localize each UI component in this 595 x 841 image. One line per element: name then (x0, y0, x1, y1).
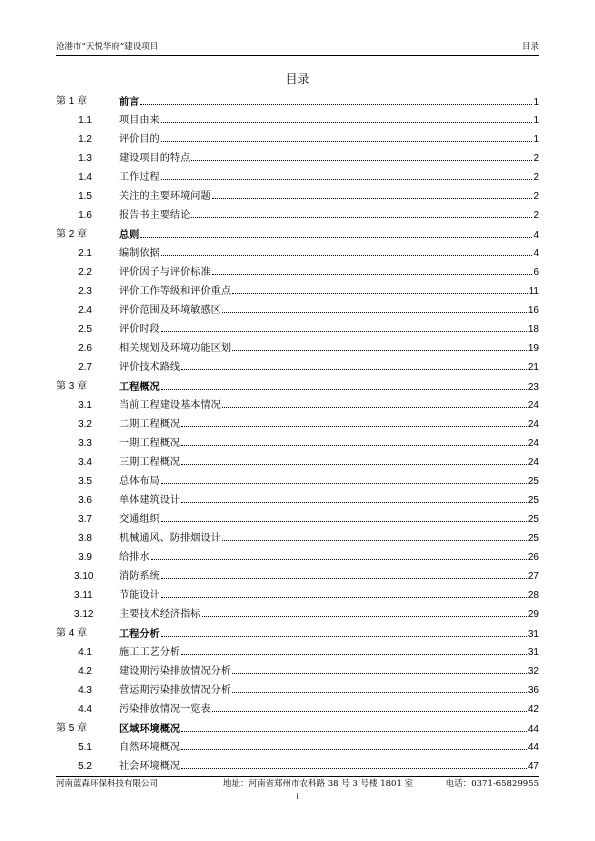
toc-dot-leader (181, 464, 527, 465)
toc-entry-title: 评价时段 (119, 324, 160, 335)
toc-section-entry[interactable] (56, 568, 539, 587)
toc-entry-title: 施工工艺分析 (119, 647, 181, 658)
toc-section-entry[interactable] (56, 549, 539, 568)
toc-entry-number: 2.4 (78, 305, 92, 316)
toc-entry-page-number: 31 (527, 647, 539, 658)
toc-entry-title: 关注的主要环境问题 (119, 191, 211, 202)
toc-section-entry[interactable] (56, 169, 539, 188)
toc-section-entry[interactable] (56, 112, 539, 131)
toc-entry-number: 1.3 (78, 153, 92, 164)
toc-entry-line (119, 323, 539, 337)
toc-entry-number: 5.2 (78, 761, 92, 772)
toc-entry-page-number: 6 (533, 267, 539, 278)
toc-entry-number: 4.2 (78, 666, 92, 677)
toc-entry-page-number: 11 (528, 286, 539, 297)
toc-entry-number: 3.3 (78, 438, 92, 449)
toc-dot-leader (161, 521, 527, 522)
toc-entry-line (119, 247, 539, 261)
toc-section-entry[interactable] (56, 435, 539, 454)
toc-entry-number: 3.10 (74, 571, 94, 582)
toc-entry-line (119, 551, 539, 565)
header-section-name: 目录 (521, 42, 539, 52)
toc-entry-page-number: 44 (527, 724, 539, 735)
toc-section-entry[interactable] (56, 511, 539, 530)
toc-dot-leader (181, 654, 527, 655)
toc-chapter-entry[interactable] (56, 226, 539, 245)
toc-entry-title: 相关规划及环境功能区划 (119, 343, 232, 354)
toc-entry-number: 4.4 (78, 704, 92, 715)
toc-section-entry[interactable] (56, 701, 539, 720)
toc-entry-title: 一期工程概况 (119, 438, 181, 449)
toc-entry-line (119, 114, 539, 128)
toc-entry-line (119, 513, 539, 527)
toc-entry-page-number: 47 (527, 761, 539, 772)
toc-entry-number: 3.6 (78, 495, 92, 506)
toc-entry-line (119, 608, 539, 622)
toc-dot-leader (161, 255, 533, 256)
toc-entry-page-number: 21 (527, 362, 539, 373)
toc-dot-leader (181, 445, 527, 446)
toc-entry-title: 前言 (119, 96, 140, 108)
toc-dot-leader (222, 540, 527, 541)
toc-entry-title: 给排水 (119, 552, 150, 563)
toc-entry-page-number: 24 (527, 400, 539, 411)
toc-entry-number: 2.7 (78, 362, 92, 373)
toc-entry-page-number: 25 (527, 533, 539, 544)
toc-entry-number: 第 4 章 (56, 628, 88, 639)
toc-entry-title: 交通组织 (119, 514, 160, 525)
toc-dot-leader (181, 731, 527, 732)
toc-title: 目录 (285, 72, 310, 86)
toc-section-entry[interactable] (56, 416, 539, 435)
toc-entry-page-number: 4 (533, 248, 539, 259)
toc-section-entry[interactable] (56, 188, 539, 207)
toc-entry-line (119, 475, 539, 489)
toc-entry-title: 建设项目的特点 (119, 153, 191, 164)
toc-entry-line (119, 703, 539, 717)
toc-entry-title: 主要技术经济指标 (119, 609, 201, 620)
toc-entry-page-number: 32 (527, 666, 539, 677)
toc-entry-page-number: 1 (533, 97, 539, 108)
toc-section-entry[interactable] (56, 150, 539, 169)
toc-entry-number: 5.1 (78, 742, 92, 753)
toc-entry-number: 3.8 (78, 533, 92, 544)
toc-entry-page-number: 2 (533, 210, 539, 221)
toc-entry-line (119, 646, 539, 660)
toc-entry-line (119, 741, 539, 755)
toc-entry-page-number: 1 (533, 115, 539, 126)
toc-entry-title: 节能设计 (119, 590, 160, 601)
toc-entry-number: 3.7 (78, 514, 92, 525)
toc-entry-line (119, 456, 539, 470)
toc-entry-title: 评价目的 (119, 134, 160, 145)
toc-section-entry[interactable] (56, 207, 539, 226)
toc-entry-page-number: 26 (527, 552, 539, 563)
toc-entry-title: 评价范围及环境敏感区 (119, 305, 221, 316)
toc-entry-number: 3.9 (78, 552, 92, 563)
toc-entry-page-number: 2 (533, 153, 539, 164)
toc-entry-title: 消防系统 (119, 571, 160, 582)
toc-dot-leader (161, 331, 527, 332)
toc-section-entry[interactable] (56, 530, 539, 549)
toc-entry-page-number: 16 (527, 305, 539, 316)
toc-entry-number: 3.1 (78, 400, 92, 411)
toc-section-entry[interactable] (56, 587, 539, 606)
table-of-contents (56, 93, 539, 777)
toc-entry-line (119, 532, 539, 546)
toc-dot-leader (181, 749, 527, 750)
footer-company: 河南蓝森环保科技有限公司 (56, 779, 159, 789)
toc-section-entry[interactable] (56, 340, 539, 359)
toc-entry-number: 2.1 (78, 248, 92, 259)
toc-dot-leader (222, 312, 527, 313)
toc-entry-page-number: 19 (527, 343, 539, 354)
toc-entry-title: 评价工作等级和评价重点 (119, 286, 232, 297)
toc-chapter-entry[interactable] (56, 720, 539, 739)
toc-entry-title: 社会环境概况 (119, 761, 181, 772)
toc-entry-page-number: 25 (527, 514, 539, 525)
toc-section-entry[interactable] (56, 644, 539, 663)
toc-entry-number: 2.6 (78, 343, 92, 354)
toc-entry-line (119, 171, 539, 185)
toc-entry-page-number: 24 (527, 438, 539, 449)
toc-section-entry[interactable] (56, 397, 539, 416)
toc-entry-number: 1.4 (78, 172, 92, 183)
toc-entry-number: 4.1 (78, 647, 92, 658)
toc-chapter-entry[interactable] (56, 93, 539, 112)
toc-entry-line (119, 342, 539, 356)
toc-entry-title: 评价技术路线 (119, 362, 181, 373)
toc-section-entry[interactable] (56, 359, 539, 378)
toc-section-entry[interactable] (56, 739, 539, 758)
toc-dot-leader (181, 426, 527, 427)
toc-entry-number: 2.5 (78, 324, 92, 335)
toc-entry-title: 三期工程概况 (119, 457, 181, 468)
toc-entry-title: 建设期污染排放情况分析 (119, 666, 232, 677)
toc-entry-page-number: 2 (533, 191, 539, 202)
toc-entry-title: 区域环境概况 (119, 723, 181, 735)
toc-entry-page-number: 1 (533, 134, 539, 145)
footer-address: 地址：河南省郑州市农科路 38 号 3 号楼 1801 室 (223, 779, 414, 789)
toc-section-entry[interactable] (56, 245, 539, 264)
toc-dot-leader (232, 293, 528, 294)
toc-entry-title: 机械通风、防排烟设计 (119, 533, 221, 544)
toc-entry-number: 第 3 章 (56, 381, 88, 392)
toc-entry-title: 工程概况 (119, 381, 160, 393)
toc-entry-title: 单体建筑设计 (119, 495, 181, 506)
toc-dot-leader (181, 502, 527, 503)
toc-entry-line (119, 95, 539, 110)
toc-dot-leader (232, 673, 527, 674)
toc-dot-leader (181, 768, 527, 769)
footer-phone: 电话：0371-65829955 (445, 779, 539, 789)
toc-entry-page-number: 23 (527, 382, 539, 393)
page-footer (56, 776, 539, 799)
toc-entry-number: 4.3 (78, 685, 92, 696)
toc-dot-leader (212, 274, 533, 275)
toc-entry-line (119, 665, 539, 679)
toc-dot-leader (140, 237, 532, 238)
toc-section-entry[interactable] (56, 264, 539, 283)
toc-entry-title: 工作过程 (119, 172, 160, 183)
toc-entry-page-number: 36 (527, 685, 539, 696)
toc-entry-page-number: 29 (527, 609, 539, 620)
toc-entry-number: 1.1 (78, 115, 92, 126)
toc-section-entry[interactable] (56, 454, 539, 473)
toc-entry-title: 自然环境概况 (119, 742, 181, 753)
toc-dot-leader (161, 578, 527, 579)
toc-entry-line (119, 285, 539, 299)
toc-entry-page-number: 24 (527, 419, 539, 430)
toc-dot-leader (161, 122, 533, 123)
toc-dot-leader (212, 198, 533, 199)
page-header (56, 41, 539, 56)
toc-entry-line (119, 266, 539, 280)
toc-entry-number: 1.6 (78, 210, 92, 221)
toc-entry-page-number: 4 (533, 230, 539, 241)
header-project-name: 沧港市“天悦华府”建设项目 (56, 42, 159, 52)
toc-entry-title: 污染排放情况一览表 (119, 704, 211, 715)
toc-entry-line (119, 437, 539, 451)
toc-entry-line (119, 399, 539, 413)
toc-entry-page-number: 28 (527, 590, 539, 601)
toc-entry-title: 总则 (119, 229, 140, 241)
toc-entry-line (119, 190, 539, 204)
toc-dot-leader (161, 179, 533, 180)
toc-dot-leader (222, 407, 527, 408)
toc-entry-number: 2.3 (78, 286, 92, 297)
toc-dot-leader (181, 369, 527, 370)
toc-section-entry[interactable] (56, 302, 539, 321)
toc-entry-title: 总体布局 (119, 476, 160, 487)
toc-entry-page-number: 27 (527, 571, 539, 582)
toc-chapter-entry[interactable] (56, 378, 539, 397)
toc-entry-line (119, 209, 539, 223)
toc-entry-page-number: 42 (527, 704, 539, 715)
toc-entry-line (119, 304, 539, 318)
toc-entry-title: 项目由来 (119, 115, 160, 126)
toc-entry-number: 3.11 (74, 590, 93, 601)
toc-entry-page-number: 25 (527, 495, 539, 506)
toc-entry-page-number: 24 (527, 457, 539, 468)
toc-entry-number: 3.5 (78, 476, 92, 487)
toc-section-entry[interactable] (56, 321, 539, 340)
toc-entry-number: 3.4 (78, 457, 92, 468)
toc-entry-page-number: 18 (527, 324, 539, 335)
toc-dot-leader (232, 692, 527, 693)
toc-entry-title: 工程分析 (119, 628, 160, 640)
toc-entry-number: 3.2 (78, 419, 92, 430)
toc-entry-line (119, 722, 539, 737)
toc-entry-line (119, 627, 539, 642)
toc-dot-leader (232, 350, 527, 351)
toc-section-entry[interactable] (56, 682, 539, 701)
toc-entry-line (119, 152, 539, 166)
toc-entry-page-number: 44 (527, 742, 539, 753)
toc-dot-leader (202, 616, 527, 617)
toc-dot-leader (191, 217, 532, 218)
toc-entry-page-number: 31 (527, 629, 539, 640)
toc-section-entry[interactable] (56, 283, 539, 302)
toc-entry-number: 第 2 章 (56, 229, 88, 240)
toc-section-entry[interactable] (56, 758, 539, 777)
toc-entry-number: 1.2 (78, 134, 92, 145)
toc-dot-leader (191, 160, 532, 161)
toc-entry-page-number: 25 (527, 476, 539, 487)
toc-dot-leader (140, 104, 532, 105)
toc-dot-leader (212, 711, 527, 712)
toc-entry-number: 第 5 章 (56, 723, 88, 734)
toc-entry-number: 第 1 章 (56, 96, 88, 107)
toc-section-entry[interactable] (56, 663, 539, 682)
toc-entry-line (119, 361, 539, 375)
toc-entry-number: 3.12 (74, 609, 94, 620)
toc-entry-title: 当前工程建设基本情况 (119, 400, 221, 411)
toc-entry-line (119, 570, 539, 584)
toc-dot-leader (151, 559, 527, 560)
toc-entry-line (119, 589, 539, 603)
toc-entry-line (119, 494, 539, 508)
toc-entry-line (119, 228, 539, 243)
toc-entry-line (119, 684, 539, 698)
toc-entry-title: 编制依据 (119, 248, 160, 259)
toc-entry-page-number: 2 (533, 172, 539, 183)
toc-dot-leader (161, 483, 527, 484)
toc-entry-number: 2.2 (78, 267, 92, 278)
toc-section-entry[interactable] (56, 131, 539, 150)
toc-section-entry[interactable] (56, 492, 539, 511)
toc-entry-line (119, 418, 539, 432)
toc-entry-title: 营运期污染排放情况分析 (119, 685, 232, 696)
toc-entry-title: 二期工程概况 (119, 419, 181, 430)
toc-entry-line (119, 380, 539, 395)
toc-entry-title: 报告书主要结论 (119, 210, 191, 221)
toc-entry-line (119, 760, 539, 774)
toc-chapter-entry[interactable] (56, 625, 539, 644)
toc-entry-number: 1.5 (78, 191, 92, 202)
toc-section-entry[interactable] (56, 473, 539, 492)
footer-page-number: i (296, 791, 299, 801)
toc-dot-leader (161, 141, 533, 142)
toc-dot-leader (161, 597, 527, 598)
toc-entry-title: 评价因子与评价标准 (119, 267, 211, 278)
toc-dot-leader (161, 389, 527, 390)
toc-section-entry[interactable] (56, 606, 539, 625)
toc-entry-line (119, 133, 539, 147)
toc-dot-leader (161, 636, 527, 637)
